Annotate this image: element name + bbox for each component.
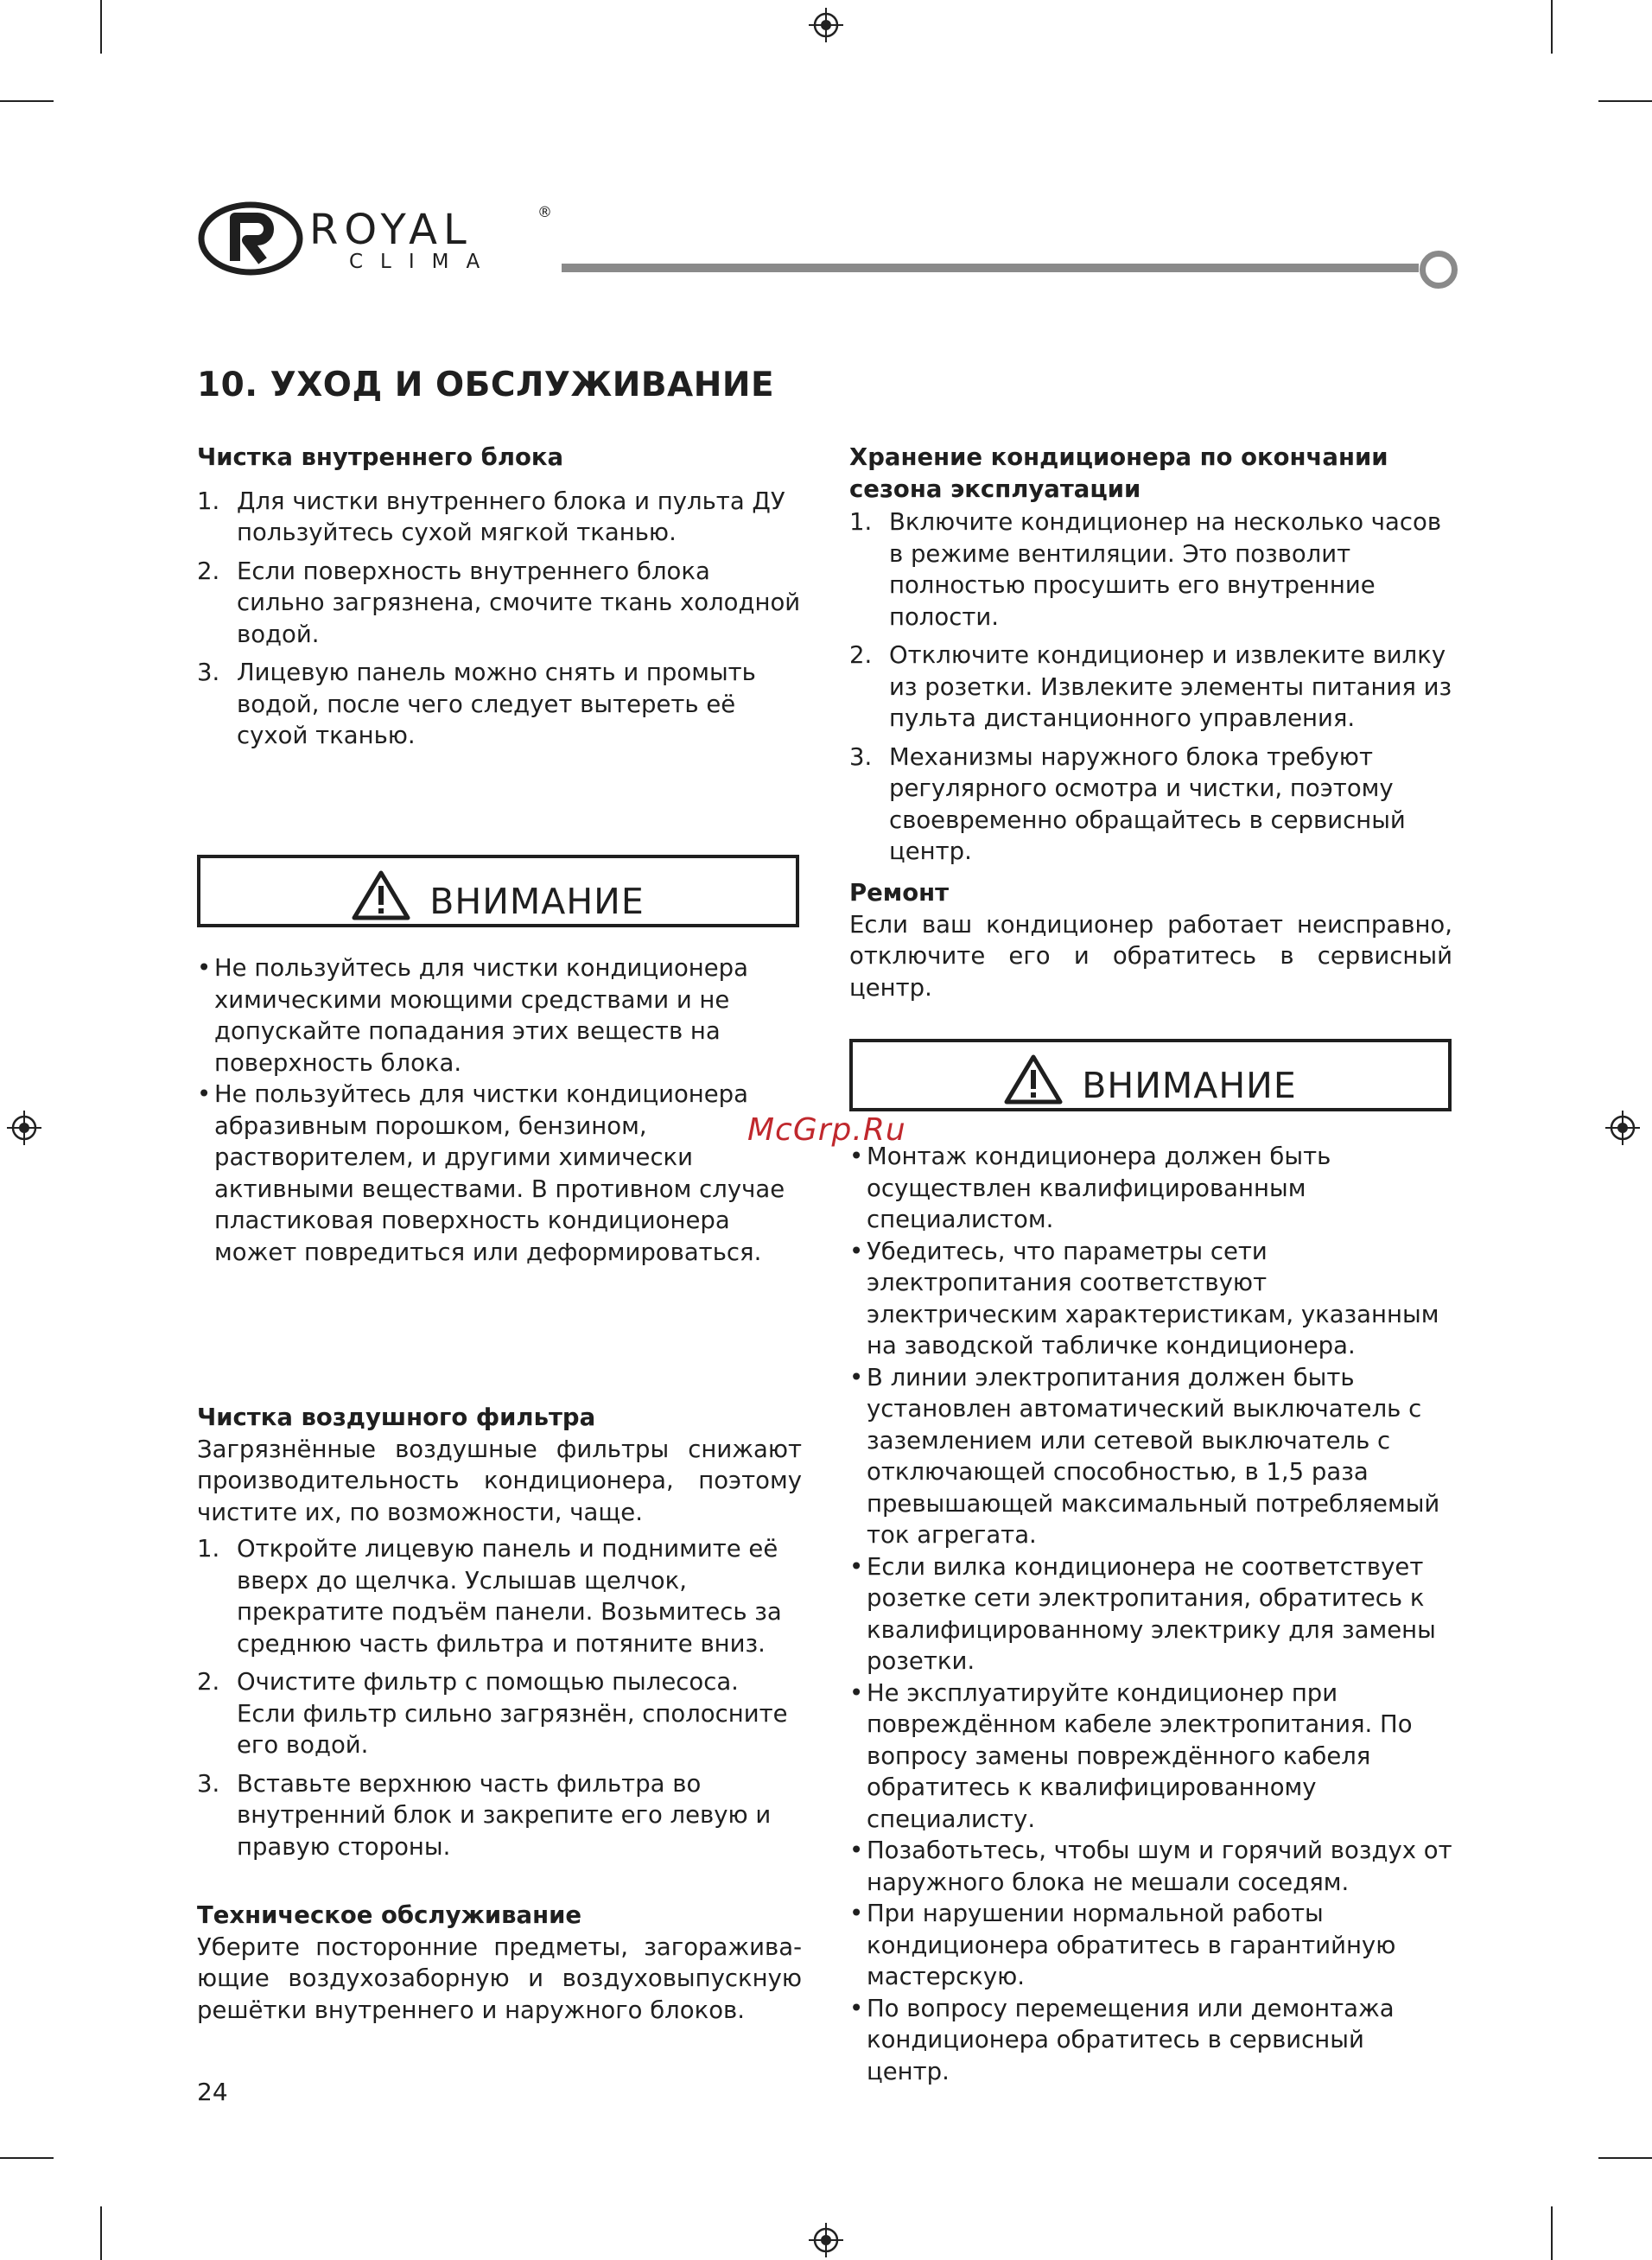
- list-item: • По вопросу перемещения или демонтажа кондиционера обратитесь в сервисный центр.: [849, 1994, 1395, 2085]
- section-heading: Техническое обслуживание: [197, 1901, 582, 1929]
- crop-mark: [1598, 100, 1652, 102]
- registration-mark-icon: [809, 2223, 843, 2257]
- registration-mark-icon: [1605, 1111, 1640, 1145]
- royal-clima-logo-icon: [197, 201, 304, 277]
- crop-mark: [100, 2206, 102, 2260]
- maintenance-section: [197, 1900, 802, 2026]
- filter-cleaning-section: [197, 1402, 802, 1869]
- maintenance-text: Уберите посторонние предметы, загоражива-ющие воздухозаборную и воздуховыпускную решётки внутреннего и наружного блоков.: [197, 1932, 802, 2024]
- section-heading: Чистка внутреннего блока: [197, 443, 564, 471]
- list-item: • Если вилка кондиционера не соответствует розетке сети электропитания, обратитесь к квалифицированному электрику для замены розетки.: [849, 1552, 1436, 1675]
- crop-mark: [0, 2157, 54, 2159]
- brand-name: ROYAL: [309, 206, 473, 254]
- list-item: 1. Включите кондиционер на несколько часов в режиме вентиляции. Это позволит полностью просушить его внутренние полости.: [849, 508, 1442, 631]
- list-item: • Позаботьтесь, чтобы шум и горячий воздух от наружного блока не мешали соседям.: [849, 1837, 1452, 1896]
- crop-mark: [100, 0, 102, 54]
- crop-mark: [0, 100, 54, 102]
- brand-subname: CLIMA: [349, 251, 498, 273]
- section-heading: Чистка воздушного фильтра: [197, 1404, 596, 1431]
- warning-label: ВНИМАНИЕ: [1082, 1065, 1297, 1106]
- brand-logo: [197, 201, 560, 277]
- watermark: McGrp.Ru: [747, 1112, 906, 1148]
- repair-text: Если ваш кондиционер работает неисправно, отключите его и обратитесь в сервисный центр.: [849, 910, 1452, 1002]
- list-item: • Не пользуйтесь для чистки кондиционера химическими моющими средствами и не допускайте попадания этих веществ на поверхность блока.: [197, 954, 748, 1077]
- section-heading: Хранение кондиционера по окончании сезона эксплуатации: [849, 443, 1388, 503]
- warning-label: ВНИМАНИЕ: [429, 881, 645, 922]
- crop-mark: [1551, 2206, 1553, 2260]
- indoor-steps: [197, 486, 802, 752]
- indoor-cleaning-section: [197, 442, 802, 759]
- list-item: • Не пользуйтесь для чистки кондиционера абразивным порошком, бензином, растворителем, и другими химически активными веществами. В противном случае пластиковая поверхность кондиционера может повредиться или деформироваться.: [197, 1080, 785, 1266]
- registered-mark: ®: [537, 204, 552, 221]
- page-title: 10. УХОД И ОБСЛУЖИВАНИЕ: [197, 366, 775, 404]
- list-item: 3. Механизмы наружного блока требуют регулярного осмотра и чистки, поэтому своевременно обращайтесь в сервисный центр.: [849, 742, 1406, 865]
- list-item: 2. Очистите фильтр с помощью пылесоса. Если фильтр сильно загрязнён, сполосните его водой.: [197, 1668, 788, 1759]
- crop-mark: [1551, 0, 1553, 54]
- warning-box: [197, 855, 799, 927]
- left-warning-list: [197, 952, 802, 1268]
- registration-mark-icon: [7, 1111, 41, 1145]
- list-item: 2. Если поверхность внутреннего блока сильно загрязнена, смочите ткань холодной водой.: [197, 557, 801, 648]
- list-item: • Убедитесь, что параметры сети электропитания соответствуют электрическим характеристикам, указанным на заводской табличке кондиционера.: [849, 1237, 1439, 1359]
- header-rule-end: [1420, 251, 1458, 289]
- filter-intro: Загрязнённые воздушные фильтры снижают производительность кондиционера, поэтому чистите их, по возможности, чаще.: [197, 1435, 802, 1526]
- header-rule: [562, 264, 1419, 272]
- list-item: • При нарушении нормальной работы кондиционера обратитесь в гарантийную мастерскую.: [849, 1900, 1396, 1990]
- list-item: 3. Вставьте верхнюю часть фильтра во внутренний блок и закрепите его левую и правую стороны.: [197, 1769, 772, 1861]
- page-number: 24: [197, 2078, 228, 2106]
- filter-steps: [197, 1533, 802, 1862]
- crop-mark: [1598, 2157, 1652, 2159]
- right-warning-list: [849, 1141, 1452, 2087]
- storage-steps: [849, 506, 1452, 868]
- list-item: 1. Откройте лицевую панель и поднимите её вверх до щелчка. Услышав щелчок, прекратите подъём панели. Возьмитесь за среднюю часть фильтра и потяните вниз.: [197, 1535, 782, 1658]
- warning-label-row: [200, 870, 796, 922]
- warning-triangle-icon: [1004, 1054, 1063, 1105]
- warning-label-row: [853, 1054, 1448, 1106]
- storage-section: [849, 442, 1452, 875]
- registration-mark-icon: [809, 8, 843, 42]
- warning-box: [849, 1039, 1452, 1111]
- warning-triangle-icon: [352, 870, 410, 920]
- list-item: 3. Лицевую панель можно снять и промыть водой, после чего следует вытереть её сухой тканью.: [197, 659, 756, 749]
- list-item: 1. Для чистки внутреннего блока и пульта ДУ пользуйтесь сухой мягкой тканью.: [197, 487, 785, 546]
- section-heading: Ремонт: [849, 879, 950, 907]
- list-item: • Монтаж кондиционера должен быть осуществлен квалифицированным специалистом.: [849, 1143, 1331, 1233]
- list-item: • Не эксплуатируйте кондиционер при повреждённом кабеле электропитания. По вопросу замены повреждённого кабеля обратитесь к квалифицированному специалисту.: [849, 1678, 1413, 1833]
- list-item: 2. Отключите кондиционер и извлеките вилку из розетки. Извлеките элементы питания из пульта дистанционного управления.: [849, 641, 1452, 732]
- repair-section: [849, 877, 1452, 1003]
- list-item: • В линии электропитания должен быть установлен автоматический выключатель с заземлением или сетевой выключатель с отключающей способностью, в 1,5 раза превышающей максимальный потребляемый ток агрегата.: [849, 1363, 1440, 1549]
